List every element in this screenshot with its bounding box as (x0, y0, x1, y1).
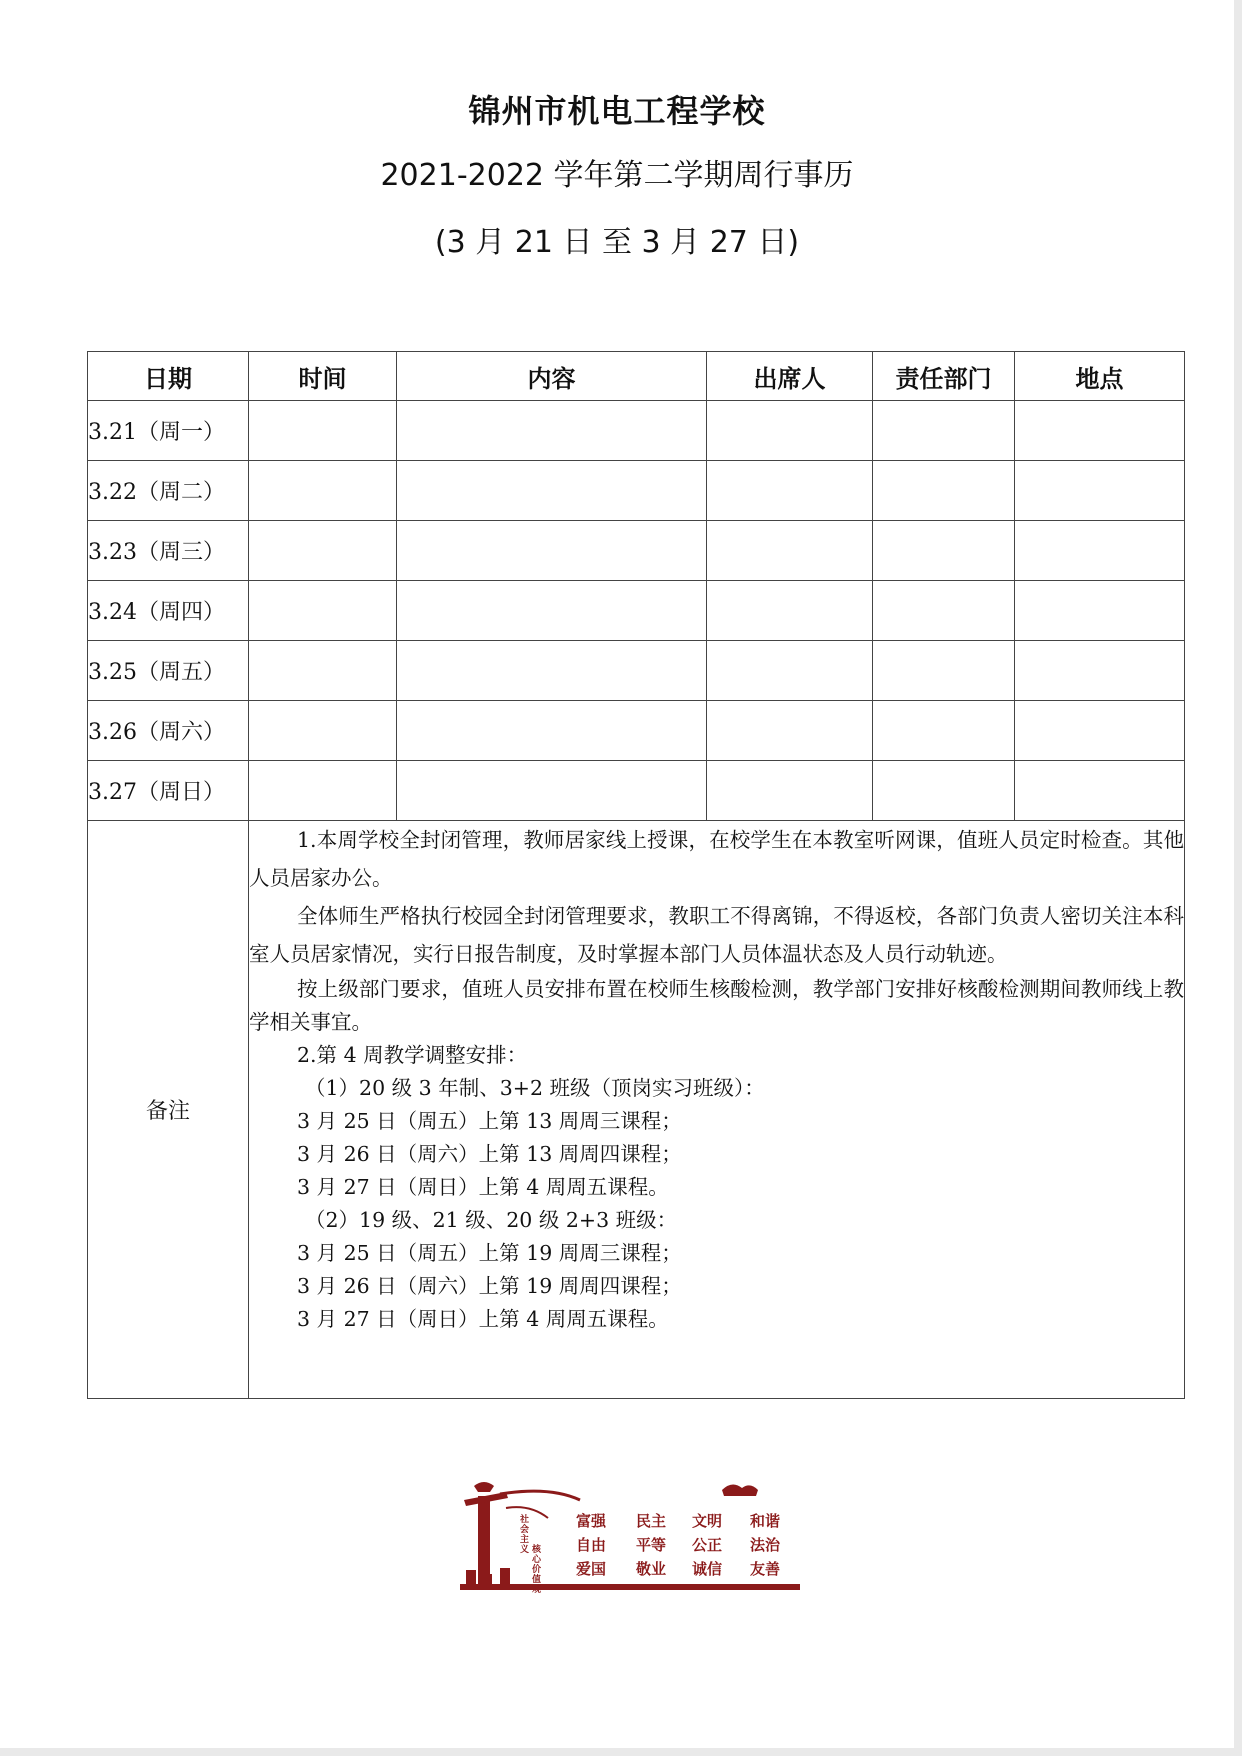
notes-line: 3 月 25 日（周五）上第 19 周周三课程； (297, 1241, 682, 1265)
department-cell (873, 521, 1015, 581)
base-wall (460, 1584, 800, 1590)
date-range: (3 月 21 日 至 3 月 27 日) (434, 225, 800, 260)
department-cell (873, 581, 1015, 641)
location-cell (1015, 641, 1185, 701)
content-cell (397, 701, 707, 761)
logo-value-text: 诚信 (692, 1560, 723, 1578)
content-cell (397, 761, 707, 821)
content-cell (397, 641, 707, 701)
location-cell (1015, 761, 1185, 821)
column-header-department: 责任部门 (873, 352, 1015, 401)
department-cell (873, 701, 1015, 761)
column-header-time: 时间 (249, 352, 397, 401)
notes-label: 备注 (88, 821, 249, 1399)
logo-value-text: 文明 (692, 1512, 723, 1530)
location-cell (1015, 701, 1185, 761)
column-header-content: 内容 (397, 352, 707, 401)
date-cell: 3.22（周二） (88, 461, 249, 521)
term-title: 2021-2022 学年第二学期周行事历 (380, 158, 854, 193)
table-row (88, 761, 1185, 821)
date-cell: 3.25（周五） (88, 641, 249, 701)
location-cell (1015, 521, 1185, 581)
notes-line: 3 月 26 日（周六）上第 13 周周四课程； (297, 1142, 682, 1166)
notes-row (88, 821, 1185, 1399)
department-cell (873, 761, 1015, 821)
date-cell: 3.27（周日） (88, 761, 249, 821)
department-cell (873, 401, 1015, 461)
notes-cell (249, 821, 1185, 1399)
notes-group-title: （1）20 级 3 年制、3+2 班级（顶岗实习班级）： (305, 1076, 765, 1100)
location-cell (1015, 581, 1185, 641)
content-cell (397, 581, 707, 641)
pillar-top (474, 1482, 494, 1492)
arc-upper (500, 1491, 580, 1500)
time-cell (249, 401, 397, 461)
logo-value-text: 敬业 (636, 1560, 667, 1578)
location-cell (1015, 461, 1185, 521)
time-cell (249, 641, 397, 701)
pillar-shape (478, 1496, 490, 1584)
logo-value-text: 和谐 (750, 1512, 781, 1530)
department-cell (873, 641, 1015, 701)
content-cell (397, 461, 707, 521)
department-cell (873, 461, 1015, 521)
table-row (88, 401, 1185, 461)
notes-paragraph: 按上级部门要求，值班人员安排布置在校师生核酸检测，教学部门安排好核酸检测期间教师线上教学相关事宜。 (249, 977, 1184, 1034)
notes-line: 3 月 25 日（周五）上第 13 周周三课程； (297, 1109, 682, 1133)
school-name: 锦州市机电工程学校 (468, 92, 766, 130)
table-header-row (88, 352, 1185, 401)
attendees-cell (707, 701, 873, 761)
table-row (88, 641, 1185, 701)
time-cell (249, 761, 397, 821)
weekly-calendar-table (87, 351, 1185, 1399)
table-row (88, 521, 1185, 581)
logo-value-text: 自由 (576, 1536, 607, 1554)
notes-paragraph: 全体师生严格执行校园全封闭管理要求，教职工不得离锦，不得返校，各部门负责人密切关注本科室人员居家情况，实行日报告制度，及时掌握本部门人员体温状态及人员行动轨迹。 (249, 904, 1184, 966)
time-cell (249, 701, 397, 761)
notes-line: 3 月 27 日（周日）上第 4 周周五课程。 (297, 1307, 669, 1331)
date-cell: 3.26（周六） (88, 701, 249, 761)
attendees-cell (707, 641, 873, 701)
column-header-date: 日期 (88, 352, 249, 401)
logo-value-text: 公正 (692, 1536, 723, 1554)
attendees-cell (707, 461, 873, 521)
attendees-cell (707, 521, 873, 581)
column-header-location: 地点 (1015, 352, 1185, 401)
table-row (88, 581, 1185, 641)
location-cell (1015, 401, 1185, 461)
table-row (88, 461, 1185, 521)
logo-value-text: 爱国 (576, 1560, 607, 1578)
logo-value-text: 友善 (750, 1560, 781, 1578)
content-cell (397, 521, 707, 581)
date-cell: 3.21（周一） (88, 401, 249, 461)
cloud-ornament (722, 1484, 758, 1496)
core-values-logo (460, 1478, 800, 1596)
date-cell: 3.23（周三） (88, 521, 249, 581)
logo-value-text: 法治 (750, 1536, 781, 1554)
time-cell (249, 461, 397, 521)
notes-item-heading: 2.第 4 周教学调整安排： (297, 1043, 528, 1067)
time-cell (249, 581, 397, 641)
logo-value-text: 平等 (636, 1536, 667, 1554)
attendees-cell (707, 401, 873, 461)
notes-line: 3 月 26 日（周六）上第 19 周周四课程； (297, 1274, 682, 1298)
notes-paragraph: 1.本周学校全封闭管理，教师居家线上授课，在校学生在本教室听网课，值班人员定时检查。其他人员居家办公。 (249, 828, 1184, 890)
table-row (88, 701, 1185, 761)
attendees-cell (707, 761, 873, 821)
date-cell: 3.24（周四） (88, 581, 249, 641)
time-cell (249, 521, 397, 581)
svg-text:核心价值观: 核心价值观 (532, 1545, 542, 1595)
logo-value-text: 富强 (576, 1512, 607, 1530)
content-cell (397, 401, 707, 461)
attendees-cell (707, 581, 873, 641)
logo-value-text: 民主 (636, 1512, 667, 1530)
logo-vertical-text: 社会主义 (520, 1515, 530, 1555)
column-header-attendees: 出席人 (707, 352, 873, 401)
notes-group-title: （2）19 级、21 级、20 级 2+3 班级： (305, 1208, 678, 1232)
notes-line: 3 月 27 日（周日）上第 4 周周五课程。 (297, 1175, 669, 1199)
